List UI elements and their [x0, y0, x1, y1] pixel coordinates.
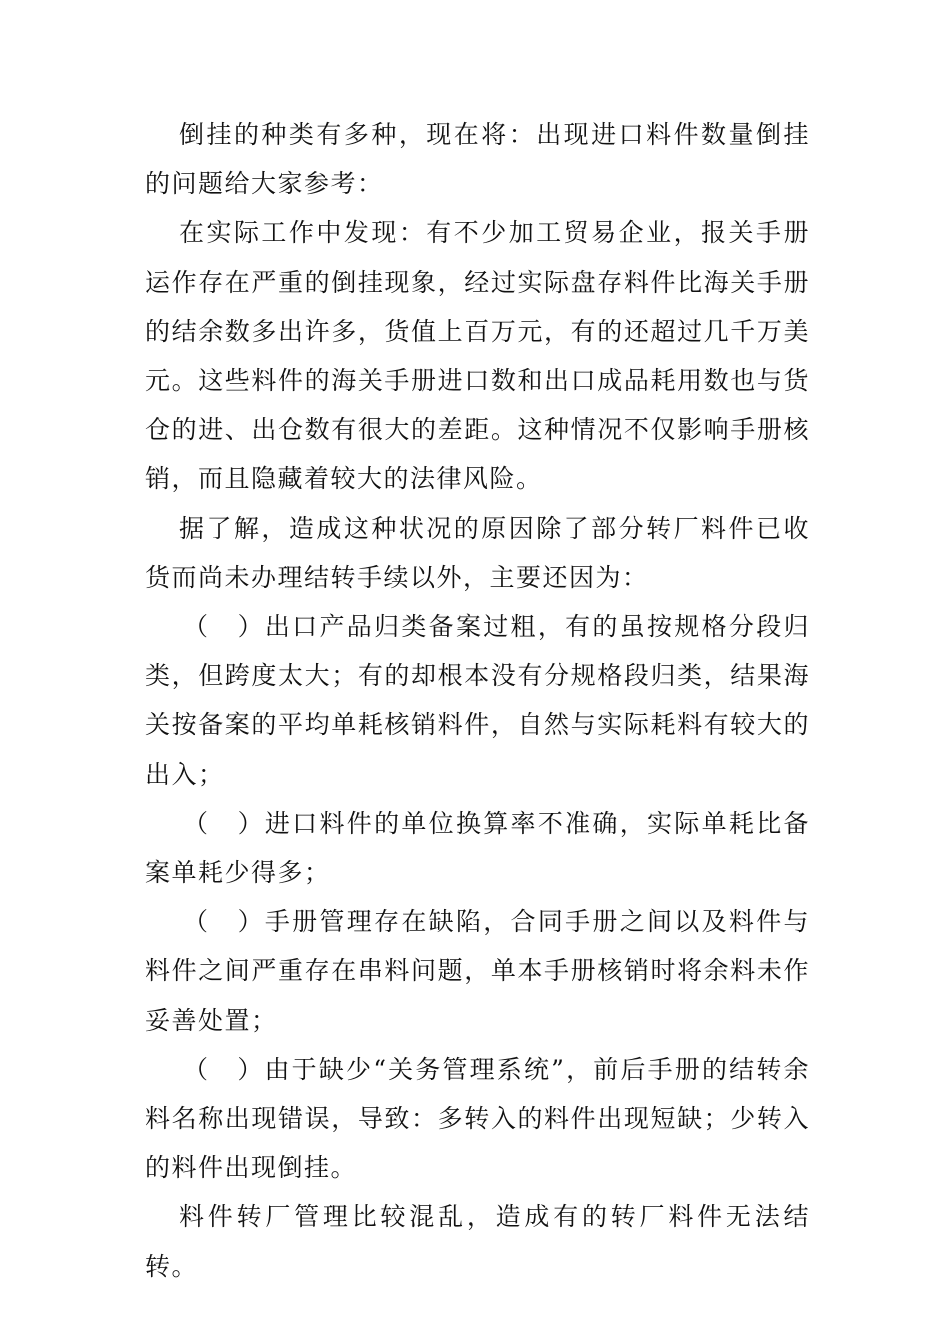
- list-item-cause-2: （ ）进口料件的单位换算率不准确，实际单耗比备案单耗少得多；: [145, 808, 810, 888]
- list-item-cause-4: （ ）由于缺少“关务管理系统”，前后手册的结转余料名称出现错误，导致：多转入的料件出现短缺；少转入的料件出现倒挂。: [145, 1054, 810, 1183]
- document-body: [145, 110, 810, 1291]
- list-item-cause-1: （ ）出口产品归类备案过粗，有的虽按规格分段归类，但跨度太大；有的却根本没有分规格段归类，结果海关按备案的平均单耗核销料件，自然与实际耗料有较大的出入；: [145, 612, 810, 789]
- list-item-cause-3: （ ）手册管理存在缺陷，合同手册之间以及料件与料件之间严重存在串料问题，单本手册核销时将余料未作妥善处置；: [145, 907, 810, 1035]
- paragraph-causes-intro: 据了解，造成这种状况的原因除了部分转厂料件已收货而尚未办理结转手续以外，主要还因为：: [145, 513, 810, 592]
- paragraph-intro: 倒挂的种类有多种，现在将：出现进口料件数量倒挂的问题给大家参考：: [145, 120, 810, 199]
- paragraph-finding: 在实际工作中发现：有不少加工贸易企业，报关手册运作存在严重的倒挂现象，经过实际盘存料件比海关手册的结余数多出许多，货值上百万元，有的还超过几千万美元。这些料件的海关手册进口数和出口成品耗用数也与货仓的进、出仓数有很大的差距。这种情况不仅影响手册核销，而且隐藏着较大的法律风险。: [145, 218, 810, 494]
- paragraph-conclusion: 料件转厂管理比较混乱，造成有的转厂料件无法结转。: [145, 1202, 810, 1281]
